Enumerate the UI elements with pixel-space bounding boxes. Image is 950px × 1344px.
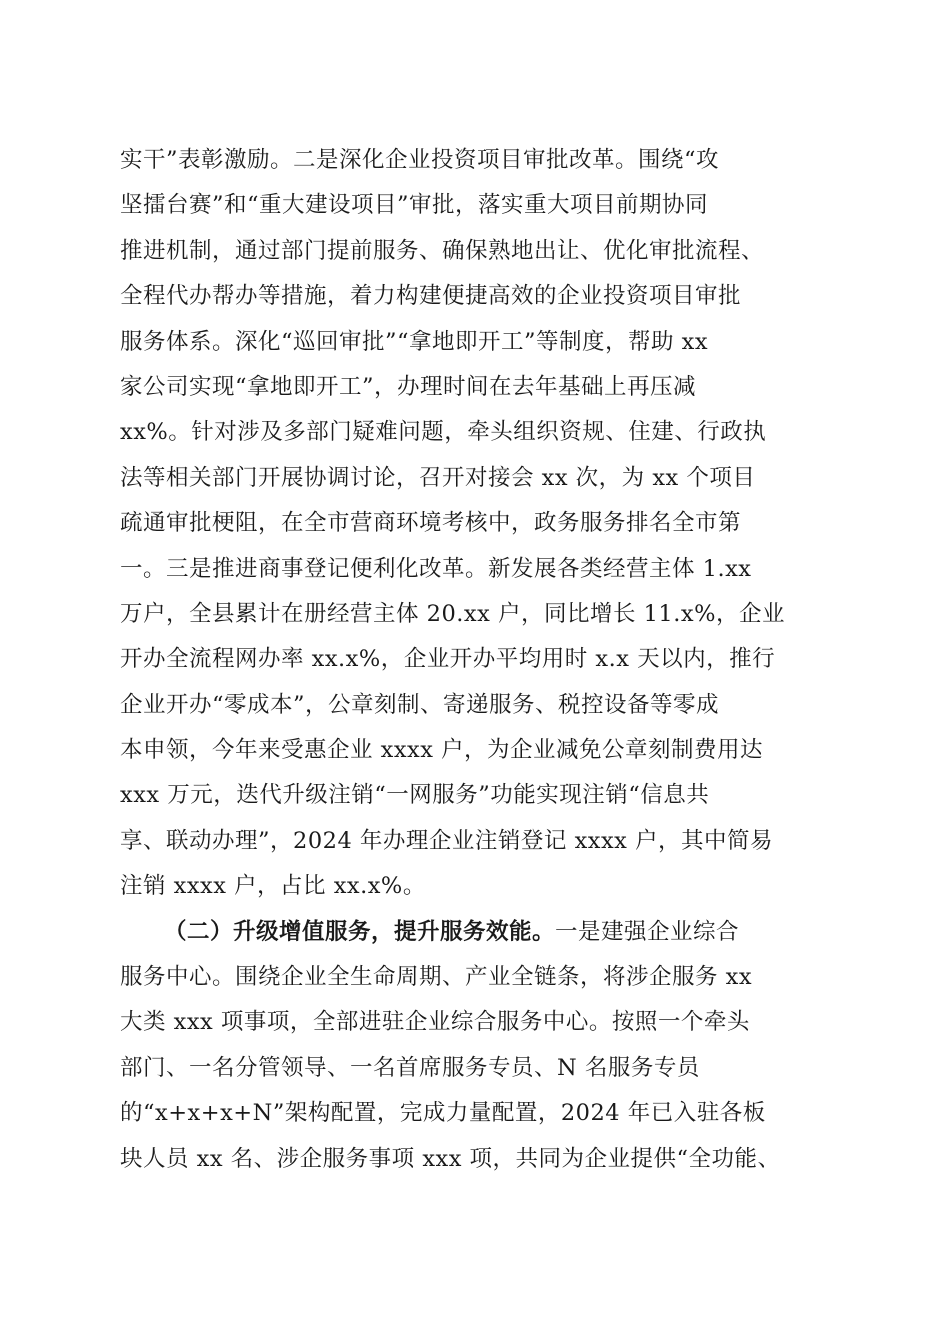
text-line: 一。三是推进商事登记便利化改革。新发展各类经营主体 1.xx [120, 555, 752, 582]
text-line: 块人员 xx 名、涉企服务事项 xxx 项，共同为企业提供“全功能、 [120, 1145, 781, 1172]
text-line: 实干”表彰激励。二是深化企业投资项目审批改革。围绕“攻 [120, 147, 720, 173]
text-line: 家公司实现“拿地即开工”，办理时间在去年基础上再压减 [120, 373, 697, 400]
text-line: 疏通审批梗阻，在全市营商环境考核中，政务服务排名全市第 [120, 510, 742, 537]
text-line: 企业开办“零成本”，公章刻制、寄递服务、税控设备等零成 [120, 691, 720, 718]
text-line: 部门、一名分管领导、一名首席服务专员、N 名服务专员 [120, 1054, 700, 1081]
text-line: 开办全流程网办率 xx.x%，企业开办平均用时 x.x 天以内，推行 [120, 646, 776, 673]
text-line: 全程代办帮办等措施，着力构建便捷高效的企业投资项目审批 [120, 283, 742, 310]
text-line: 法等相关部门开展协调讨论，召开对接会 xx 次，为 xx 个项目 [120, 464, 756, 491]
text-line: 的“x+x+x+N”架构配置，完成力量配置，2024 年已入驻各板 [120, 1100, 766, 1127]
text-line: 万户，全县累计在册经营主体 20.xx 户，同比增长 11.x%，企业 [120, 600, 785, 627]
text-line: 大类 xxx 项事项，全部进驻企业综合服务中心。按照一个牵头 [120, 1009, 750, 1036]
text-line: 服务中心。围绕企业全生命周期、产业全链条，将涉企服务 xx [120, 964, 753, 991]
section-heading: （二）升级增值服务，提升服务效能。 [164, 918, 556, 945]
document-body [120, 138, 832, 1182]
text-line: 坚擂台赛”和“重大建设项目”审批，落实重大项目前期协同 [120, 192, 709, 219]
section-2-first-line [120, 910, 832, 955]
text-line: xx%。针对涉及多部门疑难问题，牵头组织资规、住建、行政执 [120, 419, 767, 446]
text-line: 注销 xxxx 户，占比 xx.x%。 [120, 873, 426, 900]
text-line: 本申领，今年来受惠企业 xxxx 户，为企业减免公章刻制费用达 [120, 737, 764, 764]
text-line: xxx 万元，迭代升级注销“一网服务”功能实现注销“信息共 [120, 782, 710, 809]
text-line: 推进机制，通过部门提前服务、确保熟地出让、优化审批流程、 [120, 237, 765, 264]
text-line: 服务体系。深化“巡回审批”“拿地即开工”等制度，帮助 xx [120, 328, 709, 355]
text-line: 享、联动办理”，2024 年办理企业注销登记 xxxx 户，其中简易 [120, 827, 773, 854]
section-text: 一是建强企业综合 [555, 918, 740, 945]
